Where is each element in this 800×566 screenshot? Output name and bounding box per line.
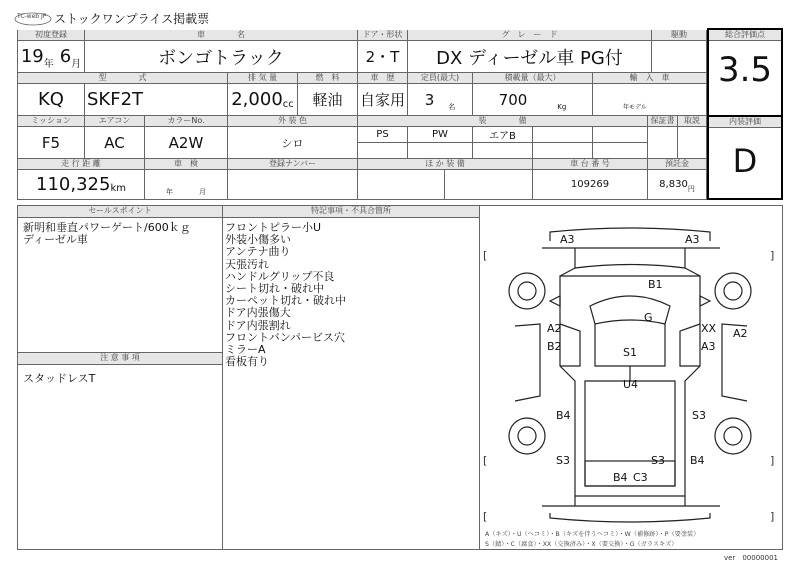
drive: [652, 41, 707, 73]
logo: TC-web JP: [14, 11, 52, 25]
plate: [228, 170, 358, 200]
damage-mark: C3: [633, 471, 648, 484]
inspection-cell: 年 月: [145, 170, 228, 200]
hdr-exterior-color: 外 装 色: [228, 116, 358, 127]
recycle-cell: 8,830 円: [648, 170, 707, 200]
remark-item: ドア内張傷大: [225, 306, 291, 320]
overall-score: 3.5: [717, 50, 773, 90]
notes-title: 注 意 事 項: [18, 353, 222, 365]
hdr-inspection: 車 検: [145, 159, 228, 170]
damage-mark: B4: [690, 454, 705, 467]
equip-slot-6: [358, 143, 408, 159]
hdr-plate: 登録ナンバー: [228, 159, 358, 170]
damage-mark: S1: [623, 346, 637, 359]
capacity-cell: 3 名: [408, 84, 473, 116]
damage-mark: B2: [547, 340, 562, 353]
damage-mark: A3: [560, 233, 575, 246]
bracket-mark: ]: [770, 510, 775, 523]
sales-points-title: セールスポイント: [18, 206, 222, 218]
bracket-mark: ]: [770, 454, 775, 467]
aircon: AC: [85, 127, 145, 159]
remark-item: 外装小傷多い: [225, 233, 291, 247]
equip-slot-8: [473, 143, 533, 159]
remark-item: フロントバンパービス穴: [225, 330, 346, 344]
hdr-drive: 駆動: [652, 30, 707, 41]
damage-mark: S3: [556, 454, 570, 467]
damage-mark: G: [644, 311, 653, 324]
hdr-chassis-no: 車 台 番 号: [533, 159, 648, 170]
sales-point-item: ディーゼル車: [23, 233, 88, 247]
sheet-title: ストックワンプライス掲載票: [54, 12, 210, 26]
hdr-other-equip: ほ か 装 備: [358, 159, 533, 170]
hdr-displacement: 排 気 量: [228, 73, 298, 84]
warranty: [648, 127, 678, 159]
note-item: スタッドレスT: [23, 372, 96, 385]
remark-item: ミラーA: [225, 343, 266, 357]
interior-score: D: [732, 142, 758, 180]
bracket-mark: [: [483, 249, 488, 262]
hdr-history: 車 歴: [358, 73, 408, 84]
remark-item: シート切れ・破れ中: [225, 282, 324, 296]
damage-mark: S3: [692, 409, 706, 422]
hdr-max-load: 積載量（最大）: [473, 73, 593, 84]
remark-item: 看板有り: [225, 355, 269, 369]
hdr-model: 型 式: [18, 73, 228, 84]
damage-mark: A3: [685, 233, 700, 246]
displacement-cell: 2,000 cc: [228, 84, 298, 116]
mission: F5: [18, 127, 85, 159]
remarks-title: 特記事項・不具合箇所: [223, 206, 479, 218]
damage-mark: U4: [623, 378, 639, 391]
hdr-mission: ミッション: [18, 116, 85, 127]
bracket-mark: ]: [770, 249, 775, 262]
notes-list: [23, 373, 218, 385]
equip-slot-7: [408, 143, 473, 159]
remark-item: ドア内張割れ: [225, 318, 291, 332]
equip-slot-9: [533, 143, 593, 159]
remarks-list: [225, 222, 475, 368]
chassis-no: 109269: [533, 170, 648, 200]
hdr-import: 輸 入 車: [593, 73, 707, 84]
lower-div-1: [222, 205, 223, 550]
hdr-overall-score: 総合評価点: [709, 30, 781, 41]
hdr-recycle: 預託金: [648, 159, 707, 170]
hdr-grade: グ レ ー ド: [408, 30, 652, 41]
remark-item: ハンドルグリップ不良: [225, 269, 335, 283]
model-prefix: KQ: [18, 84, 85, 116]
door-shape: 2・T: [358, 41, 408, 73]
remark-item: 天張汚れ: [225, 257, 269, 271]
hdr-mileage: 走 行 距 離: [18, 159, 145, 170]
legend-line: A（キズ）・U（ヘコミ）・B（キズを伴うヘコミ）・W（補修跡）・P（要塗装）: [485, 531, 700, 538]
sales-points-list: [23, 222, 218, 246]
other-equip-2: [445, 170, 533, 200]
hdr-capacity: 定員(最大): [408, 73, 473, 84]
hdr-door-shape: ドア・形状: [358, 30, 408, 41]
hdr-equipment: 装 備: [358, 116, 648, 127]
equip-slot-5: [593, 127, 648, 143]
remark-item: カーペット切れ・破れ中: [225, 294, 346, 308]
remark-item: フロントピラー小U: [225, 221, 322, 234]
damage-mark: B4: [556, 409, 571, 422]
damage-mark: B4: [613, 471, 628, 484]
sales-point-item: 新明和垂直パワーゲート/600ｋｇ: [23, 221, 191, 234]
equip-slot-10: [593, 143, 648, 159]
manual: [678, 127, 707, 159]
equip-ps: PS: [358, 127, 408, 143]
vehicle-diagram: [480, 206, 782, 549]
remark-item: アンテナ曲り: [225, 245, 291, 259]
damage-mark: A2: [547, 322, 562, 335]
damage-mark: XX: [701, 322, 717, 335]
max-load-cell: 700 Kg: [473, 84, 593, 116]
hdr-first-reg: 初度登録: [18, 30, 85, 41]
other-equip-1: [358, 170, 445, 200]
hdr-interior-score: 内装評価: [709, 117, 781, 128]
car-name: ボンゴトラック: [85, 41, 358, 73]
hdr-color-no: カラーNo.: [145, 116, 228, 127]
damage-mark: A3: [701, 340, 716, 353]
hdr-manual: 取説: [678, 116, 707, 127]
version-label: ver 00000001: [724, 554, 778, 562]
hdr-aircon: エアコン: [85, 116, 145, 127]
model-code: SKF2T: [85, 84, 228, 116]
hdr-fuel: 燃 料: [298, 73, 358, 84]
damage-mark: S3: [651, 454, 665, 467]
hdr-car-name: 車 名: [85, 30, 358, 41]
bracket-mark: [: [483, 454, 488, 467]
damage-mark: A2: [733, 327, 748, 340]
equip-slot-4: [533, 127, 593, 143]
legend-line: S（錆）・C（腐食）・XX（交換済み）・X（要交換）・G（ガラスキズ）: [485, 541, 678, 548]
first-reg-cell: 19 年 6 月: [18, 41, 85, 73]
mileage-cell: 110,325 km: [18, 170, 145, 200]
equip-airbag: エアB: [473, 127, 533, 143]
grade: DX ディーゼル車 PG付: [408, 41, 652, 73]
equip-pw: PW: [408, 127, 473, 143]
import-cell: 年モデル: [593, 84, 707, 116]
damage-mark: B1: [648, 278, 663, 291]
exterior-color: シロ: [228, 127, 358, 159]
bracket-mark: [: [483, 510, 488, 523]
fuel: 軽油: [298, 84, 358, 116]
history: 自家用: [358, 84, 408, 116]
color-no: A2W: [145, 127, 228, 159]
hdr-warranty: 保証書: [648, 116, 678, 127]
